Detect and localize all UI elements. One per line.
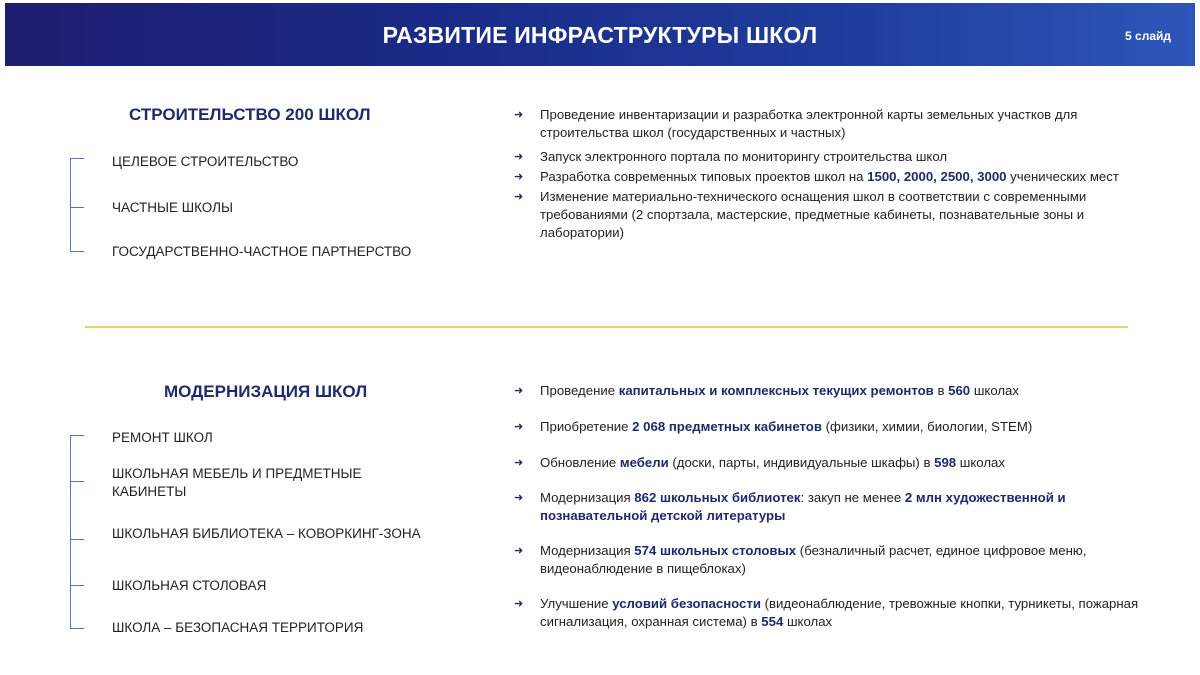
modernization-item-library: ШКОЛЬНАЯ БИБЛИОТЕКА – КОВОРКИНГ-ЗОНА <box>112 526 421 541</box>
bracket-tick <box>70 539 84 540</box>
modernization-bullet <box>514 595 1144 631</box>
bracket-tick <box>70 251 84 252</box>
bracket-tick <box>70 435 84 436</box>
highlighted-text: 2 068 предметных кабинетов <box>632 419 822 434</box>
construction-bullet-list <box>514 106 1164 242</box>
bullet-text: (видеонаблюдение, тревожные кнопки, турникеты, пожарная сигнализация, охранная система) в <box>540 596 1139 629</box>
bullet-text: Разработка современных типовых проектов школ на <box>540 169 868 184</box>
bullet-text: (физики, химии, биологии, STEM) <box>821 419 1033 434</box>
bullet-text: ученических мест <box>1006 169 1119 184</box>
bullet-text: Обновление <box>540 455 620 470</box>
bullet-text: Модернизация <box>540 490 635 505</box>
bullet-text: в <box>933 383 949 398</box>
section-title-construction: СТРОИТЕЛЬСТВО 200 ШКОЛ <box>129 105 371 124</box>
bracket-tick <box>70 207 84 208</box>
bullet-text: : закуп не менее <box>800 490 905 505</box>
bullet-text: Улучшение <box>540 596 613 611</box>
highlighted-text: мебели <box>619 455 669 470</box>
highlighted-text: 560 <box>948 383 971 398</box>
arrow-right-icon: ➜ <box>514 385 524 397</box>
construction-item-targeted: ЦЕЛЕВОЕ СТРОИТЕЛЬСТВО <box>112 154 299 169</box>
construction-bullet <box>514 188 1164 242</box>
modernization-item-repair: РЕМОНТ ШКОЛ <box>112 430 213 445</box>
modernization-bracket <box>70 435 71 628</box>
bullet-text: школах <box>956 455 1005 470</box>
modernization-bullet <box>514 382 1144 400</box>
bracket-tick <box>70 628 84 629</box>
arrow-right-icon: ➜ <box>514 421 524 433</box>
slide-number: 5 слайд <box>1125 29 1171 43</box>
section-title-modernization: МОДЕРНИЗАЦИЯ ШКОЛ <box>164 382 368 401</box>
bullet-text: Приобретение <box>540 419 633 434</box>
modernization-bullet <box>514 489 1144 525</box>
modernization-bullet <box>514 542 1144 578</box>
arrow-right-icon: ➜ <box>514 191 524 203</box>
bullet-text: (безналичный расчет, единое цифровое меню, видеонаблюдение в пищеблоках) <box>540 543 1087 576</box>
slide-title: РАЗВИТИЕ ИНФРАСТРУКТУРЫ ШКОЛ <box>382 22 818 48</box>
highlighted-text: 574 школьных столовых <box>634 543 797 558</box>
modernization-bullet-list <box>514 382 1144 631</box>
arrow-right-icon: ➜ <box>514 109 524 121</box>
construction-item-ppp: ГОСУДАРСТВЕННО-ЧАСТНОЕ ПАРТНЕРСТВО <box>112 244 412 259</box>
bullet-text: Проведение инвентаризации и разработка электронной карты земельных участков для строительства школ (государственных и частных) <box>540 107 1078 140</box>
modernization-item-furniture: ШКОЛЬНАЯ МЕБЕЛЬ И ПРЕДМЕТНЫЕ КАБИНЕТЫ <box>112 466 362 499</box>
construction-bullet <box>514 148 1164 166</box>
highlighted-text: капитальных и комплексных текущих ремонтов <box>618 383 934 398</box>
arrow-right-icon: ➜ <box>514 598 524 610</box>
highlighted-text: 554 <box>761 614 784 629</box>
arrow-right-icon: ➜ <box>514 151 524 163</box>
modernization-bullet <box>514 418 1144 436</box>
bullet-text: Запуск электронного портала по мониторингу строительства школ <box>540 149 948 164</box>
modernization-bullet <box>514 454 1144 472</box>
bracket-tick <box>70 585 84 586</box>
modernization-item-safety: ШКОЛА – БЕЗОПАСНАЯ ТЕРРИТОРИЯ <box>112 620 364 635</box>
bullet-text: (доски, парты, индивидуальные шкафы) в <box>668 455 935 470</box>
arrow-right-icon: ➜ <box>514 545 524 557</box>
construction-bracket <box>70 158 71 252</box>
bullet-text: Проведение <box>540 383 619 398</box>
highlighted-text: 1500, 2000, 2500, 3000 <box>867 169 1007 184</box>
bullet-text: школах <box>783 614 833 629</box>
highlighted-text: 862 школьных библиотек <box>634 490 801 505</box>
bracket-tick <box>70 481 84 482</box>
highlighted-text: условий безопасности <box>612 596 761 611</box>
bullet-text: школах <box>970 383 1019 398</box>
modernization-item-canteen: ШКОЛЬНАЯ СТОЛОВАЯ <box>112 578 267 593</box>
title-banner <box>5 3 1195 66</box>
bracket-tick <box>70 158 84 159</box>
arrow-right-icon: ➜ <box>514 457 524 469</box>
arrow-right-icon: ➜ <box>514 171 524 183</box>
bullet-text: Модернизация <box>540 543 635 558</box>
highlighted-text: 2 млн художественной и познавательной детской литературы <box>540 490 1066 523</box>
highlighted-text: 598 <box>934 455 957 470</box>
section-divider <box>85 326 1128 328</box>
construction-bullet <box>514 168 1164 186</box>
bullet-text: Изменение материально-технического оснащения школ в соответствии с современными требованиями (2 спортзала, мастерские, предметные кабинеты, познавательные зоны и лаборатории) <box>540 189 1087 240</box>
arrow-right-icon: ➜ <box>514 492 524 504</box>
construction-bullet <box>514 106 1164 142</box>
construction-item-private: ЧАСТНЫЕ ШКОЛЫ <box>112 200 233 215</box>
